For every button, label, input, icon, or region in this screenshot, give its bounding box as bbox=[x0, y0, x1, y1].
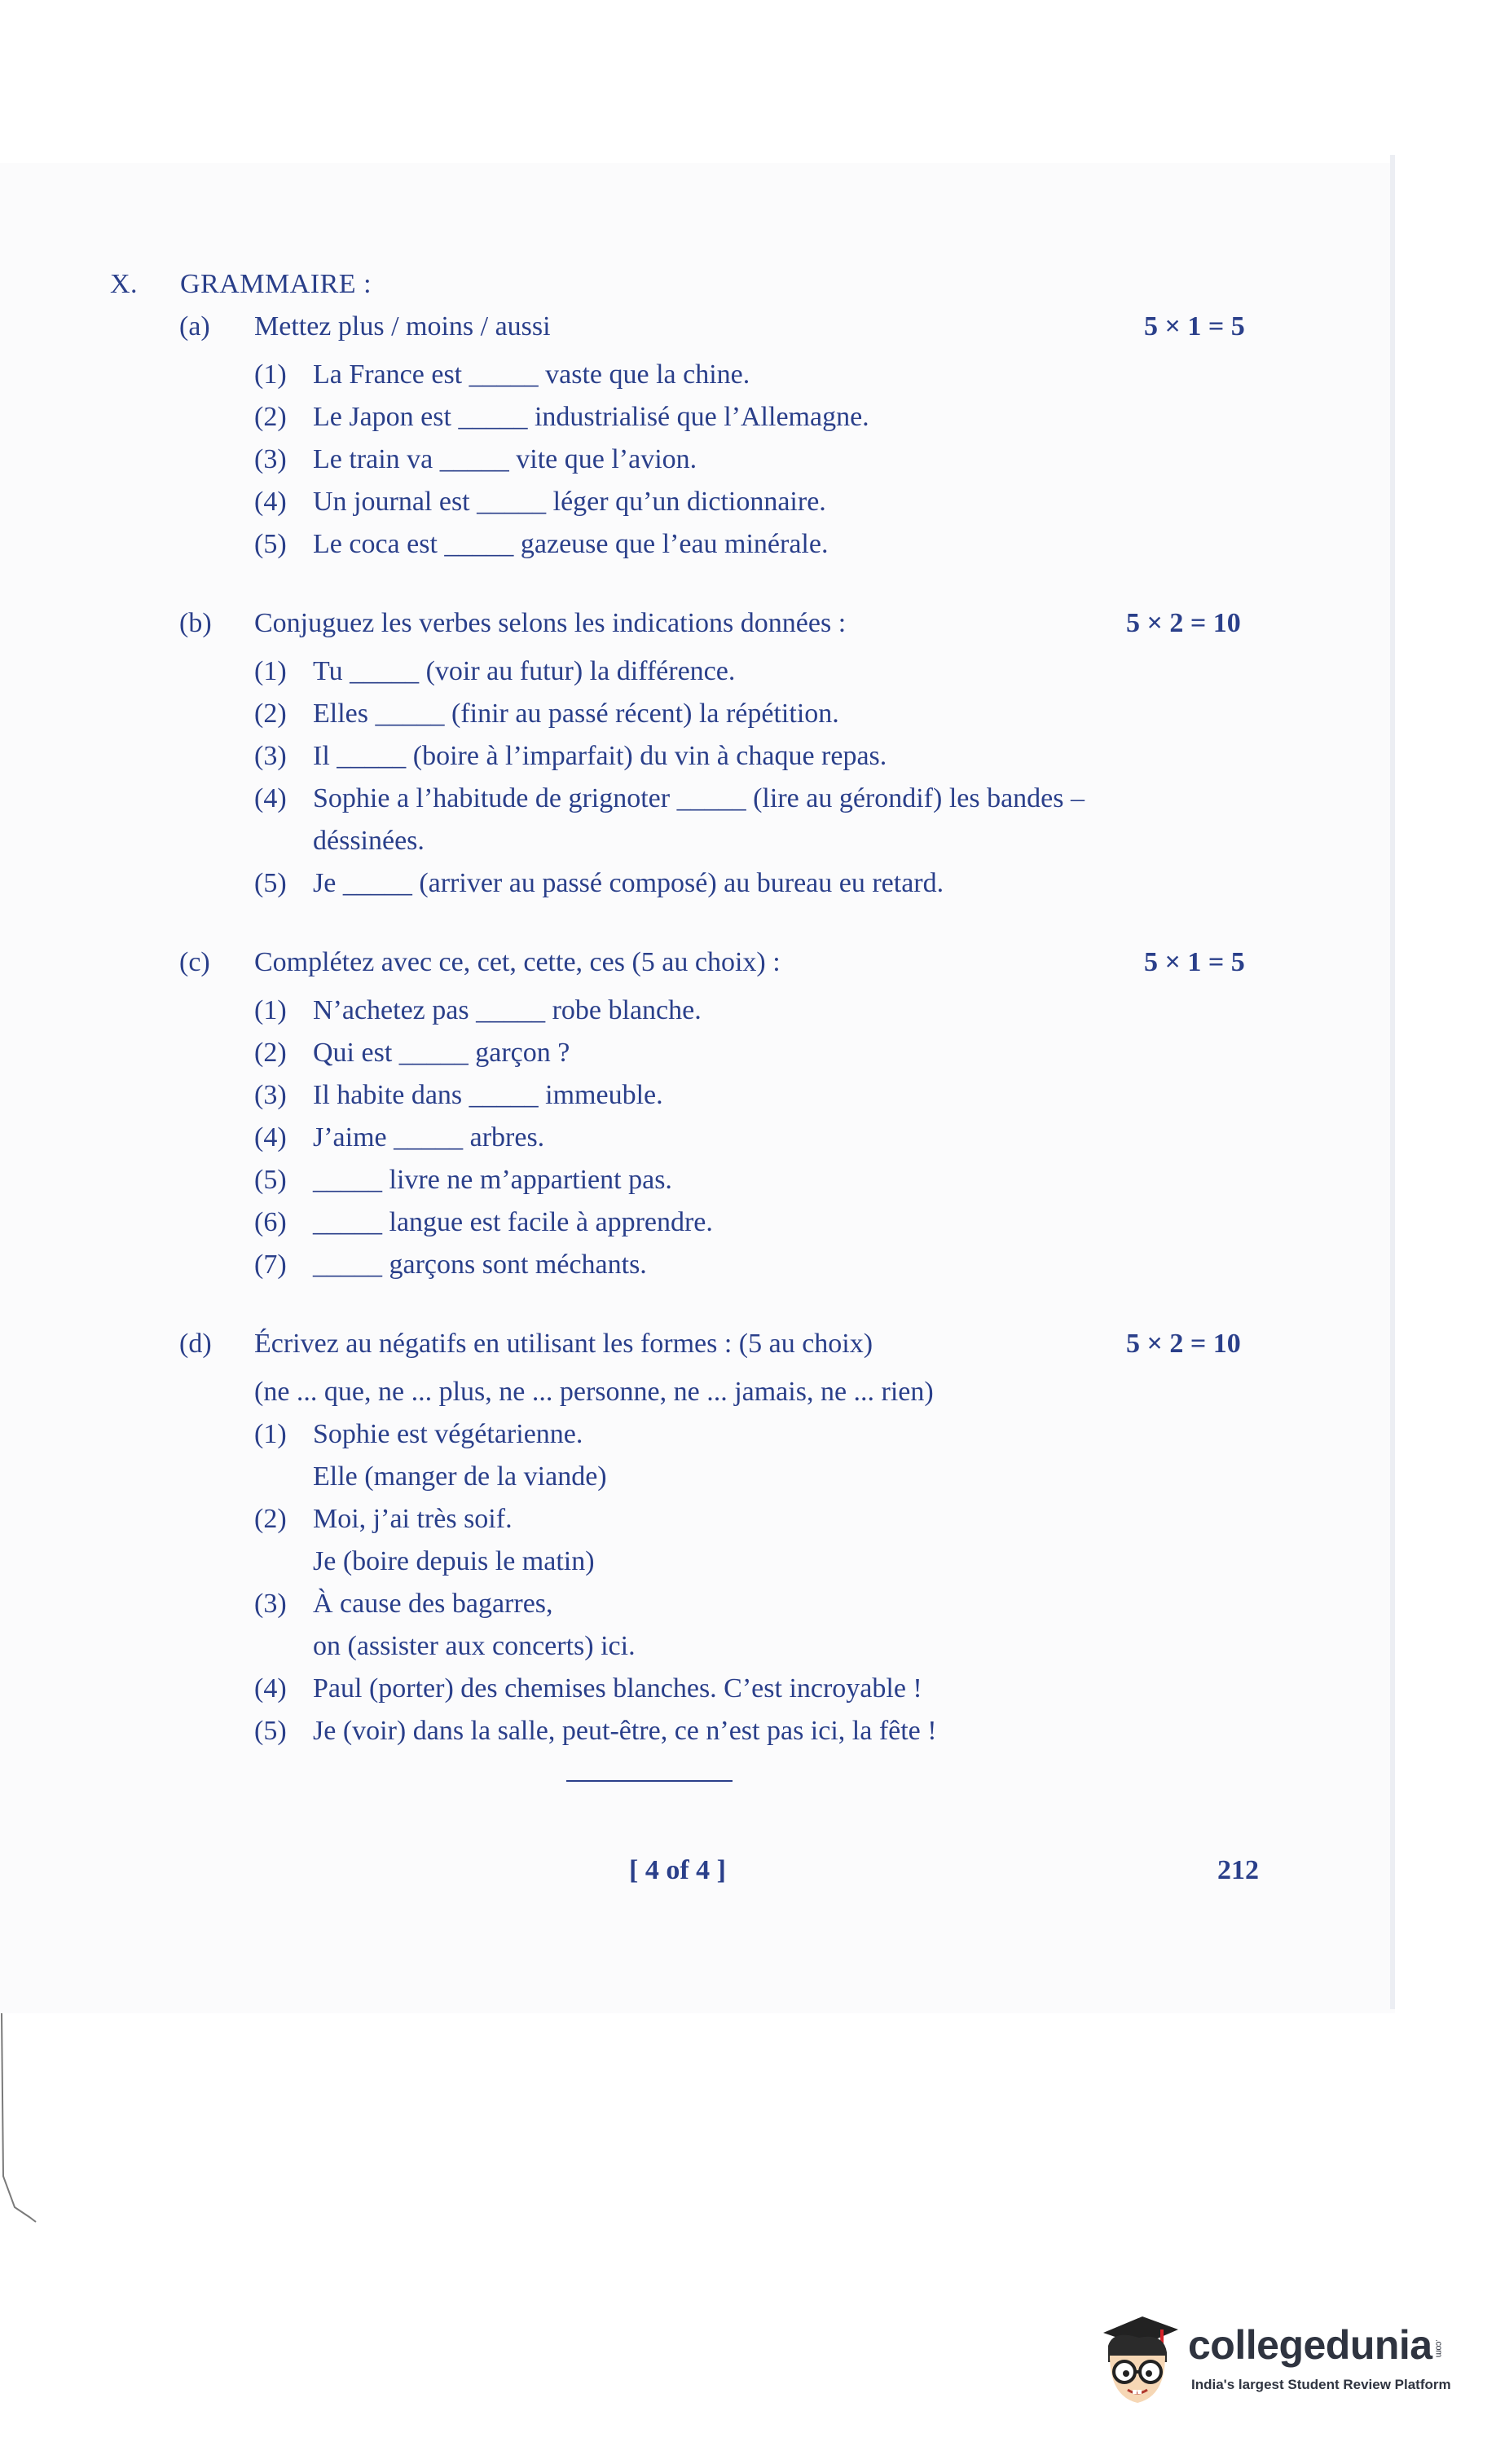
item-number: (4) bbox=[254, 1673, 287, 1704]
item-text: Elles _____ (finir au passé récent) la répétition. bbox=[313, 699, 839, 729]
item-text: _____ langue est facile à apprendre. bbox=[313, 1207, 713, 1237]
brand-name: collegedunia .com bbox=[1188, 2322, 1444, 2368]
item-number: (2) bbox=[254, 1504, 287, 1534]
item-text: J’aime _____ arbres. bbox=[313, 1122, 545, 1153]
part-d-heading bbox=[179, 1329, 1271, 1371]
list-item bbox=[179, 1710, 1271, 1752]
item-number: (3) bbox=[254, 741, 287, 771]
section-number: X. bbox=[110, 269, 139, 299]
item-number: (5) bbox=[254, 1716, 287, 1746]
item-number: (4) bbox=[254, 783, 287, 813]
item-text: Le coca est _____ gazeuse que l’eau minérale. bbox=[313, 529, 829, 559]
list-item bbox=[179, 1117, 1271, 1159]
list-item bbox=[179, 778, 1271, 820]
section-heading bbox=[110, 269, 372, 300]
list-item bbox=[179, 990, 1271, 1032]
part-b bbox=[179, 608, 1271, 905]
list-item bbox=[179, 693, 1271, 735]
item-number: (7) bbox=[254, 1250, 287, 1280]
item-text: À cause des bagarres, bbox=[313, 1589, 553, 1619]
item-text: Qui est _____ garçon ? bbox=[313, 1038, 570, 1068]
item-number: (5) bbox=[254, 1165, 287, 1195]
item-text: Paul (porter) des chemises blanches. C’est incroyable ! bbox=[313, 1673, 922, 1704]
list-item bbox=[179, 1413, 1271, 1456]
item-text: _____ garçons sont méchants. bbox=[313, 1250, 647, 1280]
list-item bbox=[179, 862, 1271, 905]
item-continuation: Elle (manger de la viande) bbox=[313, 1461, 607, 1492]
item-number: (1) bbox=[254, 656, 287, 686]
item-text: Tu _____ (voir au futur) la différence. bbox=[313, 656, 736, 686]
part-c-instruction: Complétez avec ce, cet, cette, ces (5 au choix) : bbox=[254, 947, 781, 977]
part-b-marks: 5 × 2 = 10 bbox=[1126, 608, 1241, 638]
part-d-marks: 5 × 2 = 10 bbox=[1126, 1329, 1241, 1359]
item-number: (5) bbox=[254, 529, 287, 559]
item-number: (3) bbox=[254, 1589, 287, 1619]
part-c-letter: (c) bbox=[179, 947, 210, 977]
page-edge-shadow bbox=[1390, 155, 1395, 2009]
list-item bbox=[179, 1244, 1271, 1286]
part-b-letter: (b) bbox=[179, 608, 212, 638]
brand-watermark bbox=[1092, 2305, 1450, 2411]
item-text: Le Japon est _____ industrialisé que l’Allemagne. bbox=[313, 402, 869, 432]
item-number: (2) bbox=[254, 402, 287, 432]
item-continuation: Je (boire depuis le matin) bbox=[313, 1546, 595, 1576]
part-a-marks: 5 × 1 = 5 bbox=[1144, 311, 1245, 342]
item-number: (4) bbox=[254, 487, 287, 517]
item-text: La France est _____ vaste que la chine. bbox=[313, 359, 750, 390]
part-a bbox=[179, 311, 1271, 566]
part-d-letter: (d) bbox=[179, 1329, 212, 1359]
part-d bbox=[179, 1329, 1271, 1752]
item-number: (3) bbox=[254, 444, 287, 474]
list-item bbox=[179, 1159, 1271, 1201]
item-number: (5) bbox=[254, 868, 287, 898]
scan-edge-mark bbox=[0, 2013, 39, 2225]
list-item bbox=[179, 1498, 1271, 1541]
item-number: (4) bbox=[254, 1122, 287, 1153]
item-number: (1) bbox=[254, 995, 287, 1025]
mascot-logo-icon bbox=[1092, 2305, 1183, 2411]
part-b-instruction: Conjuguez les verbes selons les indications données : bbox=[254, 608, 847, 638]
item-text: Il habite dans _____ immeuble. bbox=[313, 1080, 663, 1110]
item-text: Le train va _____ vite que l’avion. bbox=[313, 444, 697, 474]
item-text: Je (voir) dans la salle, peut-être, ce n’est pas ici, la fête ! bbox=[313, 1716, 937, 1746]
item-text: Il _____ (boire à l’imparfait) du vin à chaque repas. bbox=[313, 741, 887, 771]
part-a-letter: (a) bbox=[179, 311, 210, 342]
part-a-instruction: Mettez plus / moins / aussi bbox=[254, 311, 551, 342]
list-item bbox=[179, 735, 1271, 778]
paper-code: 212 bbox=[1217, 1855, 1259, 1885]
part-d-forms: (ne ... que, ne ... plus, ne ... personne, ne ... jamais, ne ... rien) bbox=[254, 1377, 934, 1407]
item-number: (6) bbox=[254, 1207, 287, 1237]
item-number: (2) bbox=[254, 699, 287, 729]
item-number: (3) bbox=[254, 1080, 287, 1110]
list-item bbox=[179, 1032, 1271, 1074]
list-item bbox=[179, 354, 1271, 396]
item-continuation: on (assister aux concerts) ici. bbox=[313, 1631, 636, 1661]
list-item bbox=[179, 650, 1271, 693]
part-c-marks: 5 × 1 = 5 bbox=[1144, 947, 1245, 977]
item-text: Je _____ (arriver au passé composé) au bureau eu retard. bbox=[313, 868, 944, 898]
list-item bbox=[179, 439, 1271, 481]
item-text: Sophie est végétarienne. bbox=[313, 1419, 583, 1449]
list-item bbox=[179, 481, 1271, 523]
list-item bbox=[179, 1668, 1271, 1710]
list-item bbox=[179, 1583, 1271, 1625]
page-number: [ 4 of 4 ] bbox=[629, 1855, 726, 1885]
part-d-instruction: Écrivez au négatifs en utilisant les formes : (5 au choix) bbox=[254, 1329, 873, 1359]
item-text: _____ livre ne m’appartient pas. bbox=[313, 1165, 672, 1195]
item-text: Sophie a l’habitude de grignoter _____ (lire au gérondif) les bandes – bbox=[313, 783, 1085, 813]
list-item bbox=[179, 523, 1271, 566]
item-text: Un journal est _____ léger qu’un dictionnaire. bbox=[313, 487, 826, 517]
end-rule bbox=[566, 1780, 733, 1782]
brand-suffix: .com bbox=[1433, 2338, 1444, 2357]
list-item bbox=[179, 396, 1271, 439]
item-number: (1) bbox=[254, 1419, 287, 1449]
list-item bbox=[179, 1074, 1271, 1117]
brand-tagline: India's largest Student Review Platform bbox=[1191, 2377, 1451, 2392]
section-title: GRAMMAIRE : bbox=[180, 269, 372, 299]
part-a-heading bbox=[179, 311, 1271, 354]
part-b-heading bbox=[179, 608, 1271, 650]
item-text: Moi, j’ai très soif. bbox=[313, 1504, 513, 1534]
part-c-heading bbox=[179, 947, 1271, 990]
item-continuation: déssinées. bbox=[313, 826, 425, 856]
part-c bbox=[179, 947, 1271, 1286]
list-item bbox=[179, 1201, 1271, 1244]
item-number: (2) bbox=[254, 1038, 287, 1068]
item-text: N’achetez pas _____ robe blanche. bbox=[313, 995, 702, 1025]
item-number: (1) bbox=[254, 359, 287, 390]
